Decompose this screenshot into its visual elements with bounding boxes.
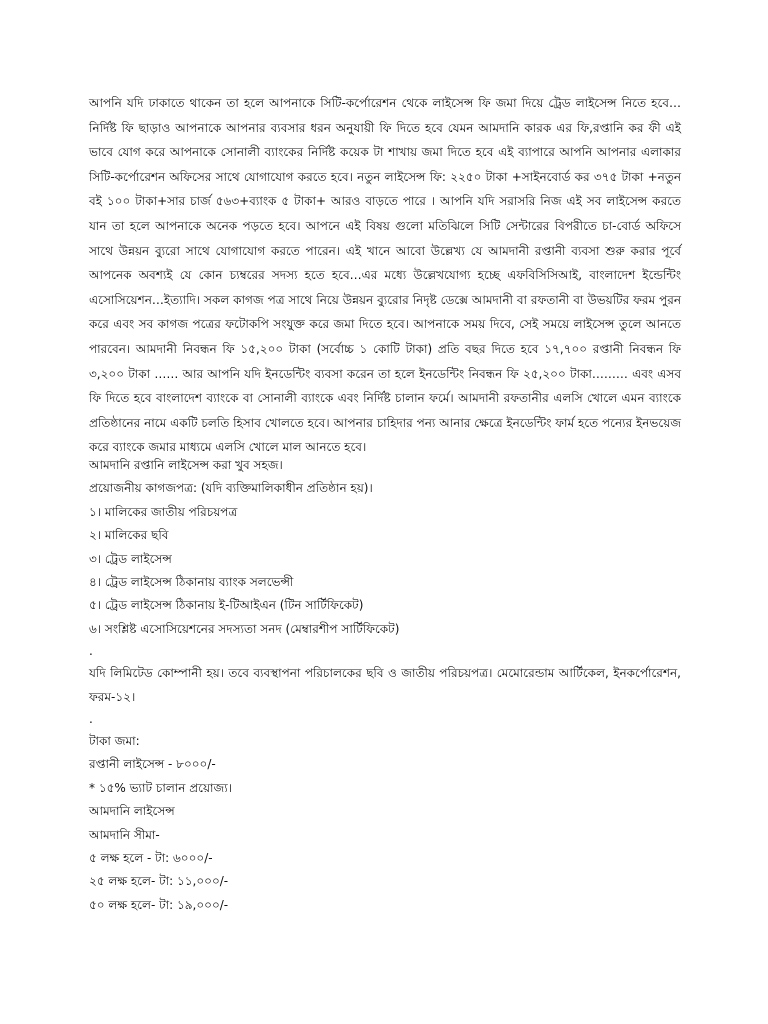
document-item-3: ৩। ট্রেড লাইসেন্স (89, 551, 172, 566)
import-limit-heading: আমদানি সীমা- (89, 827, 160, 842)
document-item-1: ১। মালিকের জাতীয় পরিচয়পত্র (89, 504, 238, 519)
deposit-heading: টাকা জমা: (89, 733, 140, 748)
separator-dot: . (89, 711, 93, 726)
intro-line: আমদানি রপ্তানি লাইসেন্স করা খুব সহজ। (89, 458, 283, 472)
import-tier-2: ২৫ লক্ষ হলে- টা: ১১,০০০/- (89, 874, 229, 889)
export-license-fee: রপ্তানী লাইসেন্স - ৮০০০/- (89, 757, 216, 772)
vat-note: * ১৫% ভ্যাট চালান প্রয়োজ্য। (89, 780, 233, 795)
import-tier-3: ৫০ লক্ষ হলে- টা: ১৯,০০০/- (89, 897, 229, 912)
import-tier-1: ৫ লক্ষ হলে - টা: ৬০০০/- (89, 850, 213, 865)
document-item-5: ৫। ট্রেড লাইসেন্স ঠিকানায় ই-টিআইএন (টিন সার্টিফিকেট) (89, 598, 364, 613)
limited-company-note: যদি লিমিটেড কোম্পানী হয়। তবে ব্যবস্থাপনা পরিচালকের ছবি ও জাতীয় পরিচয়পত্র। মেমোরেন্ডাম আর্টিকেল, ইনকর্পোরেশন, ফরম-১২। (89, 666, 681, 704)
document-item-6: ৬। সংশ্লিষ্ট এসোসিয়েশনের সদস্যতা সনদ (মেম্বারশীপ সার্টিফিকেট) (89, 621, 400, 636)
document-item-4: ৪। ট্রেড লাইসেন্স ঠিকানায় ব্যাংক সলভেন্সী (89, 574, 294, 589)
license-fee-paragraph: আপনি যদি ঢাকাতে থাকেন তা হলে আপনাকে সিটি-কর্পোরেশন থেকে লাইসেন্স ফি জমা দিয়ে ট্রেড লাইসেন্স নিতে হবে… নির্দিষ্ট ফি ছাড়াও আপনাকে আপনার ব্যবসার ধরন অনুযায়ী ফি দিতে হবে যেমন আমদানি কারক এর ফি,রপ্তানি কর ফী এই ভাবে যোগ করে আপনাকে সোনালী ব্যাংকের নির্দিষ্ট কয়েক টা শাখায় জমা দিতে হবে এই ব্যাপারে আপনি আপনার এলাকার সিটি-কর্পোরেশন অফিসের সাথে যোগাযোগ করতে হবে। নতুন লাইসেন্স ফি: ২২৫০ টাকা +সাইনবোর্ড কর ৩৭৫ টাকা +নতুন বই ১০০ টাকা+সার চার্জ ৫৬৩+ব্যাংক ৫ টাকা+ আরও বাড়তে পারে । আপনি যদি সরাসরি নিজ এই সব লাইসেন্স করতে যান তা হলে আপনাকে অনেক পড়তে হবে। আপনে এই বিষয় গুলো মতিঝিলে সিটি সেন্টারের বিপরীতে চা-বোর্ড অফিসে সাথে উন্নয়ন ব্যুরো সাথে যোগাযোগ করতে পারেন। এই খানে আবো উল্লেখ্য যে আমদানী রপ্তানী ব্যবসা শুরু করার পূর্বে আপনেক অবশ্যই যে কোন চ্যম্বরের সদস্য হতে হবে…এর মধ্যে উল্লেখযোগ্য হচ্ছে এফবিসিসিআই, বাংলাদেশ ইন্ডেন্টিং এসোসিয়েশন…ইত্যাদি। সকল কাগজ পত্র সাথে নিয়ে উন্নয়ন ব্যুরোর নিদৃষ্ট ডেক্সে আমদানী বা রফতানী বা উভয়টির ফরম পুরন করে এবং সব কাগজ পত্রের ফটোকপি সংযুক্ত করে জমা দিতে হবে। আপনাকে সময় দিবে, সেই সময়ে লাইসেন্স তুলে আনতে পারবেন। আমদানী নিবন্ধন ফি ১৫,২০০ টাকা (সর্বোচ্চ ১ কোটি টাকা) প্রতি বছর দিতে হবে ১৭,৭০০ রপ্তানী নিবন্ধন ফি ৩,২০০ টাকা …… আর আপনি যদি ইনডেন্টিং ব্যবসা করেন তা হলে ইনডেন্টিং নিবন্ধন ফি ২৫,২০০ টাকা……… এবং এসব ফি দিতে হবে বাংলাদেশ ব্যাংকে বা সোনালী ব্যাংকে এবং নির্দিষ্ট চালান ফর্মে। আমদানী রফতানীর এলসি খোলে এমন ব্যাংকে প্রতিষ্ঠানের নামে একটি চলতি হিসাব খোলতে হবে। আপনার চাহিদার পন্য আনার ক্ষেত্রে ইনডেন্টিং ফার্ম হতে পন্যের ইনভয়েজ করে ব্যাংকে জমার মাধ্যমে এলসি খোলে মাল আনতে হবে। (89, 96, 681, 455)
import-license-heading: আমদানি লাইসেন্স (89, 804, 175, 819)
separator-dot: . (89, 644, 93, 659)
documents-heading: প্রয়োজনীয় কাগজপত্র: (যদি ব্যক্তিমালিকাধীন প্রতিষ্ঠান হয়)। (89, 481, 373, 496)
document-item-2: ২। মালিকের ছবি (89, 528, 169, 543)
license-requirements-section (89, 454, 689, 917)
